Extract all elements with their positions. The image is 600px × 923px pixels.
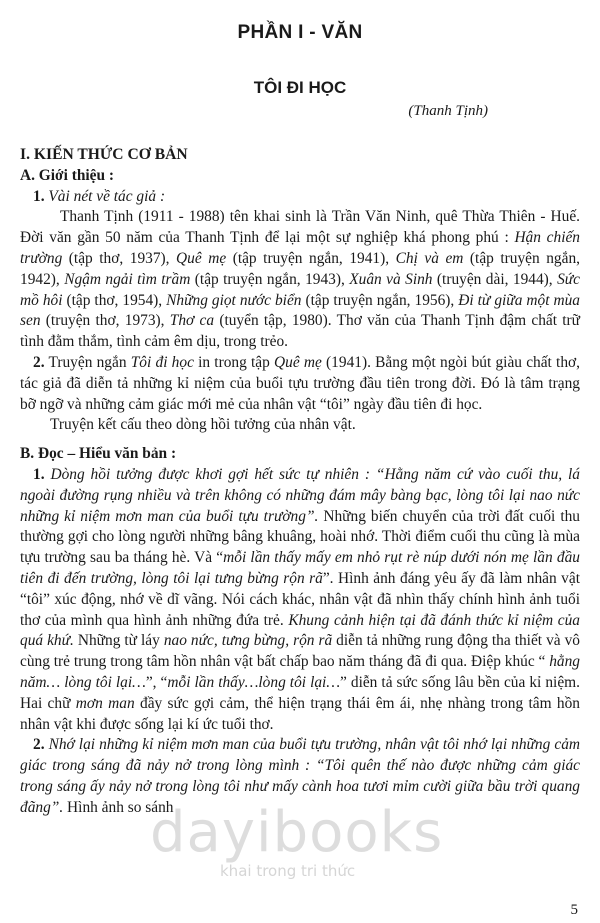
text-run: (tập truyện ngắn, 1941),: [226, 249, 396, 267]
page-number: 5: [570, 902, 578, 918]
subsection-b-heading: B. Đọc – Hiểu văn bản :: [20, 445, 177, 463]
text-run: in trong tập: [193, 353, 275, 371]
section-heading: I. KIẾN THỨC CƠ BẢN: [20, 146, 188, 163]
text-run: mỗi lần thấy mấy em nhỏ rụt rè núp dưới nón mẹ lần đầu tiên đi đến trường, lòng tôi lại tưng bừng rộn rã: [20, 549, 580, 587]
text-run: (tập truyện ngắn, 1942),: [20, 249, 581, 288]
text-run: Hình ảnh so sánh: [63, 798, 174, 816]
text-run: 1.: [33, 465, 45, 483]
text-run: Xuân và Sinh: [349, 270, 433, 288]
text-run: Quê mẹ: [274, 353, 322, 371]
text-run: Truyện ngắn: [44, 353, 131, 371]
text-run: (truyện thơ, 1973),: [40, 312, 170, 330]
text-run: mỗi lần thấy…lòng tôi lại…: [167, 673, 341, 691]
text-run: Thanh Tịnh (1911 - 1988) tên khai sinh là Trần Văn Ninh, quê Thừa Thiên - Huế. Đời văn gần 50 năm của Thanh Tịnh để lại một sự nghiệp khá phong phú :: [20, 208, 580, 247]
main-content: [20, 145, 580, 819]
watermark-logo-text: dayibooks: [150, 800, 444, 865]
text-run: Dòng hồi tưởng được khơi gợi hết sức tự nhiên : “Hằng năm cứ vào cuối thu, lá ngoài đường rụng nhiều và trên không có những đám mây bàng bạc, lòng tôi lại nao nức những kỉ niệm mơn man của buổi tựu trường”.: [20, 465, 580, 525]
text-run: Những giọt nước biển: [166, 291, 302, 309]
text-run: ”. Hình ảnh đáng yêu ấy đã làm nhân vật “tôi” xúc động, nhớ về dĩ vãng. Nói cách khác, nhân vật đã nhìn thấy chính hình ảnh tuổi thơ của mình qua hình ảnh những đứa trẻ.: [20, 569, 580, 629]
text-run: Thơ ca: [169, 312, 215, 330]
text-run: (tuyển tập, 1980). Thơ văn của Thanh Tịnh đậm chất trữ tình đằm thắm, tình cảm êm dịu, trong trẻo.: [20, 312, 581, 351]
lesson-title: TÔI ĐI HỌC: [253, 78, 347, 97]
text-run: Tôi đi học: [130, 353, 194, 371]
text-run: Hận chiến trường: [20, 229, 580, 267]
text-run: mơn man: [75, 694, 135, 712]
author-paragraph: [20, 207, 580, 353]
text-run: Khung cảnh hiện tại đã đánh thức kỉ niệm của quá khứ.: [20, 611, 580, 650]
item-1-label: Vài nét về tác giả :: [48, 187, 166, 205]
text-run: (1941). Bằng một ngòi bút giàu chất thơ, tác giả đã diễn tả những kỉ niệm của buổi tựu trường đầu tiên trong đời. Đó là tâm trạng bỡ ngỡ và những cảm giác mới mẻ của nhân vật “tôi” ngày đầu tiên đi học.: [20, 353, 580, 413]
subsection-a-heading: A. Giới thiệu :: [20, 166, 115, 184]
item-1-number: 1.: [33, 187, 45, 205]
text-run: Sức mồ hôi: [20, 270, 580, 309]
text-run: ”, “: [145, 673, 168, 691]
part-title: PHẦN I - VĂN: [237, 22, 363, 43]
text-run: (truyện dài, 1944),: [432, 270, 558, 288]
text-run: Những biến chuyển của trời đất cuối thu thường gợi cho lòng người những bâng khuâng, hoài nhớ. Thời điểm cuối thu cũng là mùa tựu trường sau ba tháng hè. Và “: [20, 507, 580, 567]
watermark-tagline: khai trong tri thức: [220, 862, 356, 880]
text-run: Những từ láy: [73, 632, 164, 650]
item-1-heading: [20, 187, 580, 208]
text-run: đầy sức gợi cảm, thể hiện trạng thái êm ái, nhẹ nhàng trong tâm hồn nhân vật khi được sống lại kí ức tuổi thơ.: [20, 694, 580, 733]
text-run: Chị và em: [395, 249, 464, 267]
text-run: hằng năm… lòng tôi lại…: [20, 653, 580, 691]
text-run: Ngậm ngải tìm trầm: [64, 270, 191, 288]
item-2-paragraph: [20, 353, 580, 415]
text-run: (tập thơ, 1937),: [62, 249, 177, 267]
text-run: 2.: [33, 353, 45, 371]
text-run: (tập truyện ngắn, 1956),: [301, 291, 459, 309]
b1-paragraph: [20, 465, 580, 735]
text-run: 2.: [33, 736, 45, 754]
b2-paragraph: [20, 735, 580, 818]
text-run: ” diễn tả sức sống lâu bền của kỉ niệm. Hai chữ: [20, 673, 580, 712]
text-run: Quê mẹ: [176, 249, 227, 267]
text-run: nao nức, tưng bừng, rộn rã: [163, 632, 333, 650]
text-run: diễn tả những rung động tha thiết và vô cùng trẻ trung trong tâm hồn nhân vật bất chấp bao năm tháng đã đi qua. Điệp khúc “: [20, 632, 580, 671]
lesson-author: (Thanh Tịnh): [408, 103, 488, 119]
text-run: Nhớ lại những kỉ niệm mơn man của buổi tựu trường, nhân vật tôi nhớ lại những cảm giác trong sáng đã nảy nở trong lòng mình : “Tôi quên thế nào được những cảm giác trong sáng ấy nảy nở trong lòng tôi như mấy cành hoa tươi mỉm cười giữa bầu trời quang đãng”.: [20, 736, 580, 816]
text-run: Đi từ giữa một mùa sen: [20, 291, 580, 330]
text-run: (tập truyện ngắn, 1943),: [190, 270, 350, 288]
structure-paragraph: Truyện kết cấu theo dòng hồi tưởng của nhân vật.: [50, 416, 356, 434]
text-run: (tập thơ, 1954),: [62, 291, 167, 309]
